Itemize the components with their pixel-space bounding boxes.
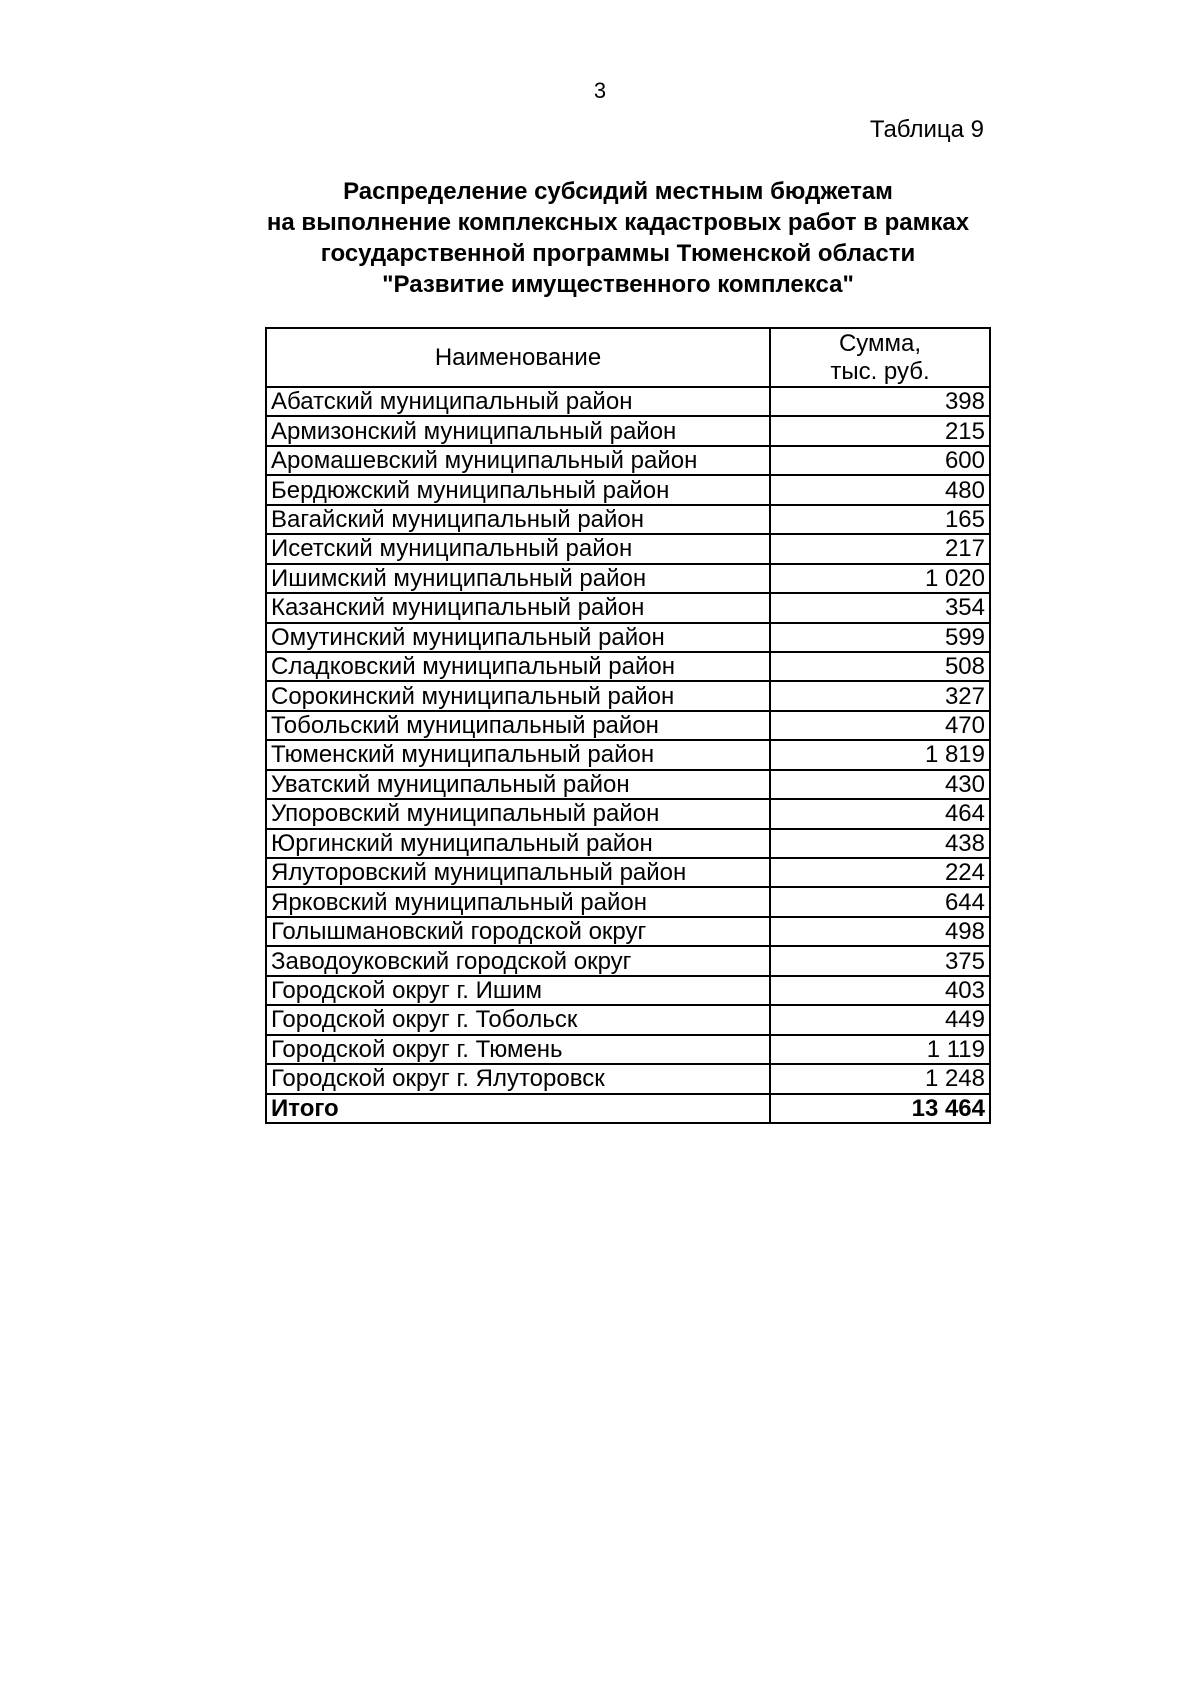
sum-cell: 599 xyxy=(770,623,990,652)
sum-cell: 498 xyxy=(770,917,990,946)
table-row xyxy=(266,917,990,946)
district-name-cell: Омутинский муниципальный район xyxy=(266,623,770,652)
sum-cell: 165 xyxy=(770,505,990,534)
sum-cell: 1 819 xyxy=(770,740,990,769)
district-name-cell: Казанский муниципальный район xyxy=(266,593,770,622)
district-name-cell: Армизонский муниципальный район xyxy=(266,416,770,445)
table-row xyxy=(266,740,990,769)
sum-cell: 600 xyxy=(770,446,990,475)
total-row xyxy=(266,1094,990,1123)
district-name-cell: Уватский муниципальный район xyxy=(266,770,770,799)
table-row xyxy=(266,770,990,799)
table-row xyxy=(266,887,990,916)
table-row xyxy=(266,564,990,593)
table-row xyxy=(266,976,990,1005)
table-body xyxy=(266,387,990,1123)
subsidy-table xyxy=(265,327,991,1124)
sum-cell: 644 xyxy=(770,887,990,916)
district-name-cell: Сорокинский муниципальный район xyxy=(266,681,770,710)
district-name-cell: Вагайский муниципальный район xyxy=(266,505,770,534)
title-line: государственной программы Тюменской области xyxy=(320,240,916,267)
district-name-cell: Исетский муниципальный район xyxy=(266,534,770,563)
table-row xyxy=(266,858,990,887)
sum-cell: 403 xyxy=(770,976,990,1005)
document-title xyxy=(0,176,1200,300)
sum-cell: 224 xyxy=(770,858,990,887)
name-column-header: Наименование xyxy=(266,328,770,387)
district-name-cell: Городской округ г. Тюмень xyxy=(266,1035,770,1064)
sum-cell: 430 xyxy=(770,770,990,799)
total-sum: 13 464 xyxy=(770,1094,990,1123)
sum-cell: 1 248 xyxy=(770,1064,990,1093)
title-line: на выполнение комплексных кадастровых работ в рамках xyxy=(266,209,970,236)
table-row xyxy=(266,1035,990,1064)
district-name-cell: Абатский муниципальный район xyxy=(266,387,770,416)
sum-cell: 215 xyxy=(770,416,990,445)
table-row xyxy=(266,387,990,416)
table-row xyxy=(266,946,990,975)
district-name-cell: Городской округ г. Ишим xyxy=(266,976,770,1005)
sum-cell: 508 xyxy=(770,652,990,681)
district-name-cell: Сладковский муниципальный район xyxy=(266,652,770,681)
sum-cell: 217 xyxy=(770,534,990,563)
sum-cell: 464 xyxy=(770,799,990,828)
table-row xyxy=(266,711,990,740)
sum-cell: 1 119 xyxy=(770,1035,990,1064)
district-name-cell: Ишимский муниципальный район xyxy=(266,564,770,593)
table-row xyxy=(266,446,990,475)
district-name-cell: Юргинский муниципальный район xyxy=(266,829,770,858)
table-row xyxy=(266,829,990,858)
table-row xyxy=(266,799,990,828)
sum-cell: 398 xyxy=(770,387,990,416)
sum-cell: 438 xyxy=(770,829,990,858)
total-label: Итого xyxy=(266,1094,770,1123)
table-row xyxy=(266,623,990,652)
district-name-cell: Упоровский муниципальный район xyxy=(266,799,770,828)
district-name-cell: Ярковский муниципальный район xyxy=(266,887,770,916)
table-row xyxy=(266,681,990,710)
district-name-cell: Ялуторовский муниципальный район xyxy=(266,858,770,887)
table-row xyxy=(266,1005,990,1034)
district-name-cell: Городской округ г. Ялуторовск xyxy=(266,1064,770,1093)
sum-header-line: Сумма, xyxy=(838,329,922,357)
table-row xyxy=(266,475,990,504)
sum-cell: 480 xyxy=(770,475,990,504)
sum-cell: 449 xyxy=(770,1005,990,1034)
table-row xyxy=(266,505,990,534)
title-line: Распределение субсидий местным бюджетам xyxy=(343,178,893,205)
sum-header-unit: тыс. руб. xyxy=(830,357,930,385)
table-row xyxy=(266,416,990,445)
table-row xyxy=(266,1064,990,1093)
table-row xyxy=(266,652,990,681)
district-name-cell: Бердюжский муниципальный район xyxy=(266,475,770,504)
district-name-cell: Городской округ г. Тобольск xyxy=(266,1005,770,1034)
title-line: "Развитие имущественного комплекса" xyxy=(382,271,854,298)
page-number: 3 xyxy=(593,78,607,103)
district-name-cell: Тюменский муниципальный район xyxy=(266,740,770,769)
header-row xyxy=(266,328,990,387)
district-name-cell: Тобольский муниципальный район xyxy=(266,711,770,740)
sum-column-header xyxy=(770,328,990,387)
sum-cell: 470 xyxy=(770,711,990,740)
sum-cell: 327 xyxy=(770,681,990,710)
sum-cell: 375 xyxy=(770,946,990,975)
sum-cell: 354 xyxy=(770,593,990,622)
district-name-cell: Аромашевский муниципальный район xyxy=(266,446,770,475)
district-name-cell: Голышмановский городской округ xyxy=(266,917,770,946)
sum-cell: 1 020 xyxy=(770,564,990,593)
table-caption: Таблица 9 xyxy=(869,116,984,143)
table-row xyxy=(266,534,990,563)
district-name-cell: Заводоуковский городской округ xyxy=(266,946,770,975)
table-row xyxy=(266,593,990,622)
